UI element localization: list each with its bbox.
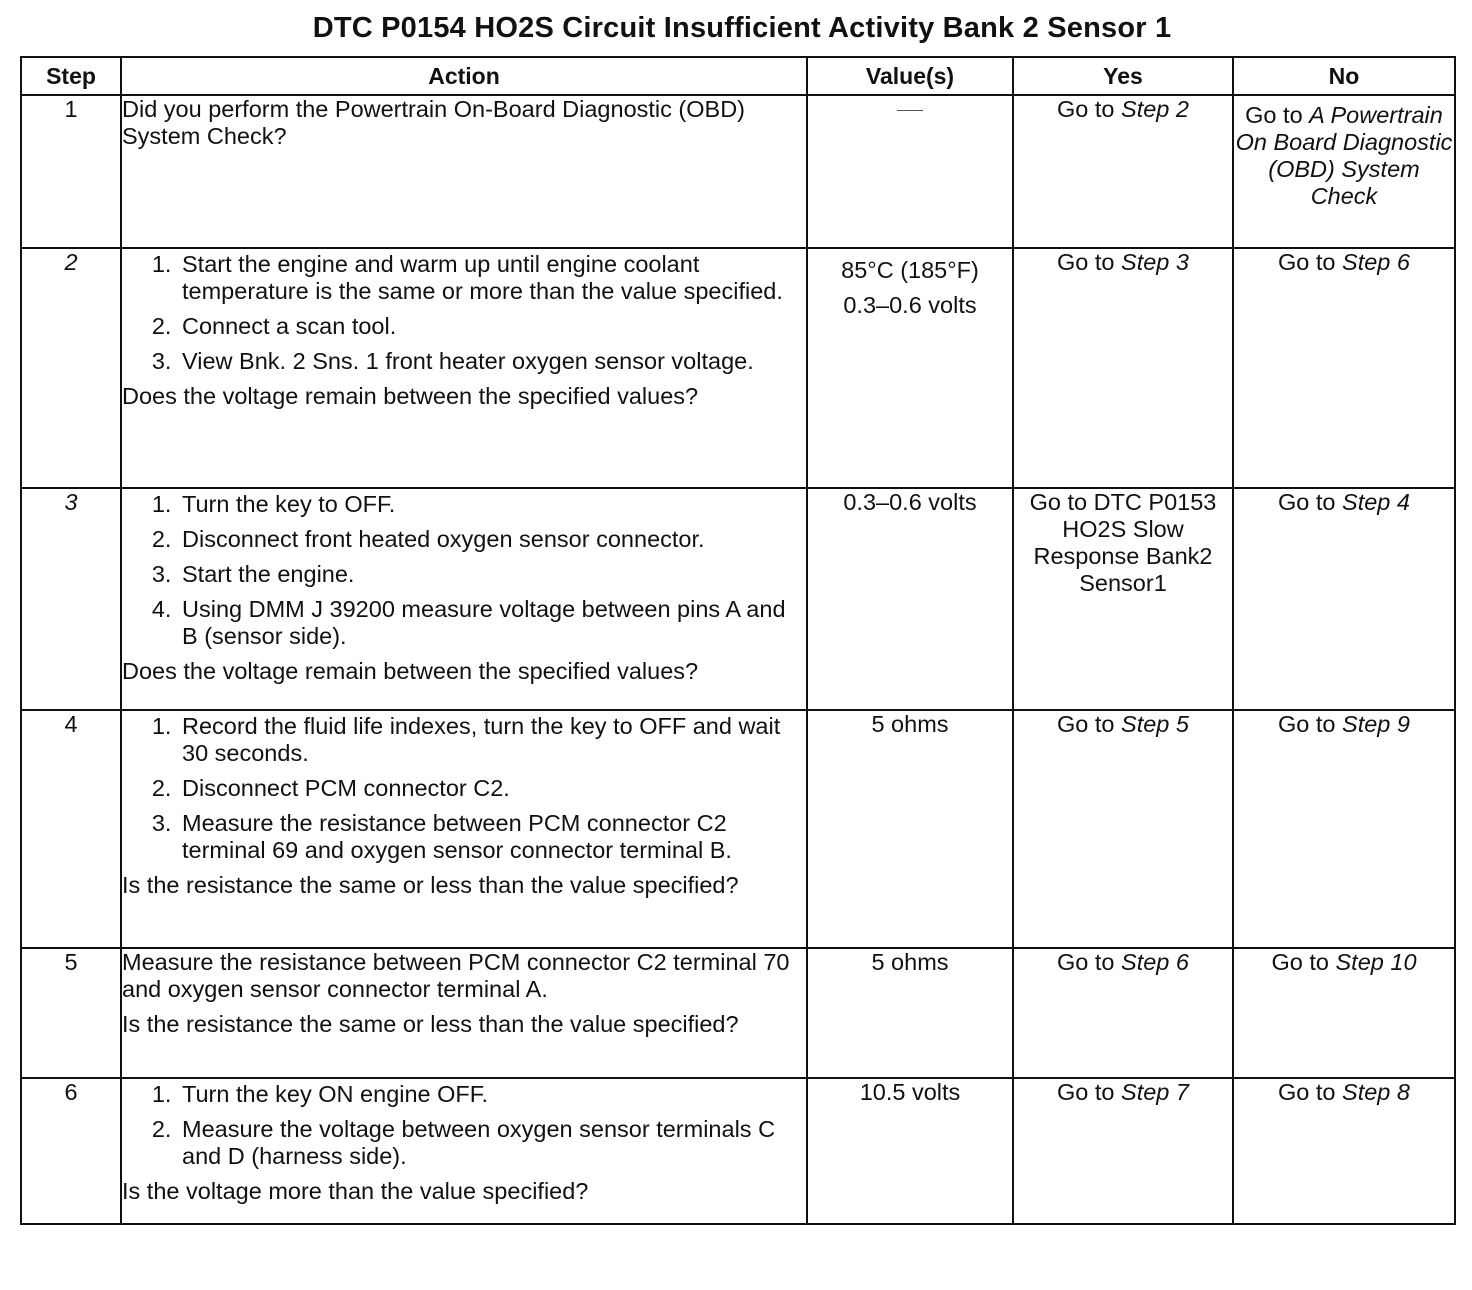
yes-prefix: Go to	[1057, 1079, 1122, 1105]
action-question: Does the voltage remain between the specified values?	[122, 383, 699, 409]
value-text: 0.3–0.6 volts	[843, 292, 977, 318]
action-cell	[121, 948, 807, 1078]
no-prefix: Go to	[1278, 249, 1343, 275]
value-text: 5 ohms	[871, 949, 949, 975]
value-text: 10.5 volts	[859, 1079, 961, 1105]
table-row	[21, 248, 1455, 488]
no-cell	[1233, 1078, 1455, 1224]
action-cell	[121, 488, 807, 710]
action-cell	[121, 710, 807, 948]
header-action: Action	[121, 57, 807, 95]
list-item: 3. Start the engine.	[178, 561, 806, 588]
no-link[interactable]: Step 8	[1342, 1079, 1410, 1105]
header-yes: Yes	[1013, 57, 1233, 95]
empty-value-dash	[897, 110, 923, 111]
value-text: 0.3–0.6 volts	[843, 489, 977, 515]
no-prefix: Go to	[1278, 1079, 1343, 1105]
no-link[interactable]: Step 10	[1335, 949, 1417, 975]
value-cell	[807, 95, 1013, 248]
step-number: 4	[21, 710, 121, 948]
action-cell	[121, 1078, 807, 1224]
yes-cell	[1013, 948, 1233, 1078]
no-prefix: Go to	[1271, 949, 1336, 975]
step-number: 6	[21, 1078, 121, 1224]
action-text: Measure the resistance between PCM connector C2 terminal 70 and oxygen sensor connector terminal A.	[122, 949, 790, 1002]
action-question: Is the resistance the same or less than the value specified?	[122, 872, 739, 898]
list-item: 3. View Bnk. 2 Sns. 1 front heater oxygen sensor voltage.	[178, 348, 806, 375]
list-item: 2. Connect a scan tool.	[178, 313, 806, 340]
yes-link[interactable]: Step 5	[1121, 711, 1189, 737]
action-cell	[121, 248, 807, 488]
action-question: Does the voltage remain between the specified values?	[122, 658, 699, 684]
no-cell	[1233, 488, 1455, 710]
yes-cell	[1013, 710, 1233, 948]
step-number: 5	[21, 948, 121, 1078]
action-steps	[122, 713, 806, 864]
value-cell	[807, 248, 1013, 488]
no-link[interactable]: Step 4	[1342, 489, 1410, 515]
list-item: 2. Disconnect front heated oxygen sensor connector.	[178, 526, 806, 553]
page-title: DTC P0154 HO2S Circuit Insufficient Activity Bank 2 Sensor 1	[312, 12, 1172, 44]
yes-cell	[1013, 1078, 1233, 1224]
table-row	[21, 1078, 1455, 1224]
no-link[interactable]: Step 6	[1342, 249, 1410, 275]
value-cell	[807, 488, 1013, 710]
header-values: Value(s)	[807, 57, 1013, 95]
step-number: 1	[21, 95, 121, 248]
action-steps	[122, 251, 806, 375]
list-item: 2. Disconnect PCM connector C2.	[178, 775, 806, 802]
diagnostic-table	[20, 56, 1456, 1225]
table-row	[21, 95, 1455, 248]
header-row	[21, 57, 1455, 95]
list-item: 3. Measure the resistance between PCM connector C2 terminal 69 and oxygen sensor connector terminal B.	[178, 810, 806, 864]
list-item: 4. Using DMM J 39200 measure voltage between pins A and B (sensor side).	[178, 596, 806, 650]
table-row	[21, 488, 1455, 710]
action-steps	[122, 491, 806, 650]
value-cell	[807, 1078, 1013, 1224]
yes-cell	[1013, 248, 1233, 488]
list-item: 1. Start the engine and warm up until engine coolant temperature is the same or more than the value specified.	[178, 251, 806, 305]
action-question: Is the resistance the same or less than the value specified?	[122, 1011, 739, 1037]
action-text: Did you perform the Powertrain On-Board Diagnostic (OBD) System Check?	[122, 96, 745, 149]
yes-link[interactable]: Step 7	[1121, 1079, 1189, 1105]
value-cell	[807, 710, 1013, 948]
no-prefix: Go to	[1278, 711, 1343, 737]
step-number: 3	[21, 488, 121, 710]
no-cell	[1233, 95, 1455, 248]
value-cell	[807, 948, 1013, 1078]
no-prefix: Go to	[1278, 489, 1343, 515]
no-cell	[1233, 248, 1455, 488]
yes-cell	[1013, 488, 1233, 710]
yes-prefix: Go to	[1057, 96, 1122, 122]
no-cell	[1233, 710, 1455, 948]
yes-cell	[1013, 95, 1233, 248]
no-link[interactable]: A Powertrain On Board Diagnostic (OBD) System Check	[1235, 102, 1453, 209]
list-item: 2. Measure the voltage between oxygen sensor terminals C and D (harness side).	[178, 1116, 806, 1170]
list-item: 1. Turn the key to OFF.	[178, 491, 806, 518]
yes-link[interactable]: Go to DTC P0153 HO2S Slow Response Bank2 Sensor1	[1029, 489, 1217, 596]
yes-prefix: Go to	[1057, 249, 1122, 275]
no-prefix: Go to	[1245, 102, 1310, 128]
value-text: 5 ohms	[871, 711, 949, 737]
yes-prefix: Go to	[1057, 711, 1122, 737]
list-item: 1. Turn the key ON engine OFF.	[178, 1081, 806, 1108]
yes-prefix: Go to	[1057, 949, 1122, 975]
header-no: No	[1233, 57, 1455, 95]
step-number: 2	[21, 248, 121, 488]
yes-link[interactable]: Step 3	[1121, 249, 1189, 275]
list-item: 1. Record the fluid life indexes, turn the key to OFF and wait 30 seconds.	[178, 713, 806, 767]
header-step: Step	[21, 57, 121, 95]
table-row	[21, 948, 1455, 1078]
action-cell	[121, 95, 807, 248]
yes-link[interactable]: Step 2	[1121, 96, 1189, 122]
no-link[interactable]: Step 9	[1342, 711, 1410, 737]
no-cell	[1233, 948, 1455, 1078]
action-question: Is the voltage more than the value specified?	[122, 1178, 589, 1204]
table-row	[21, 710, 1455, 948]
yes-link[interactable]: Step 6	[1121, 949, 1189, 975]
action-steps	[122, 1081, 806, 1170]
value-text: 85°C (185°F)	[841, 257, 979, 283]
